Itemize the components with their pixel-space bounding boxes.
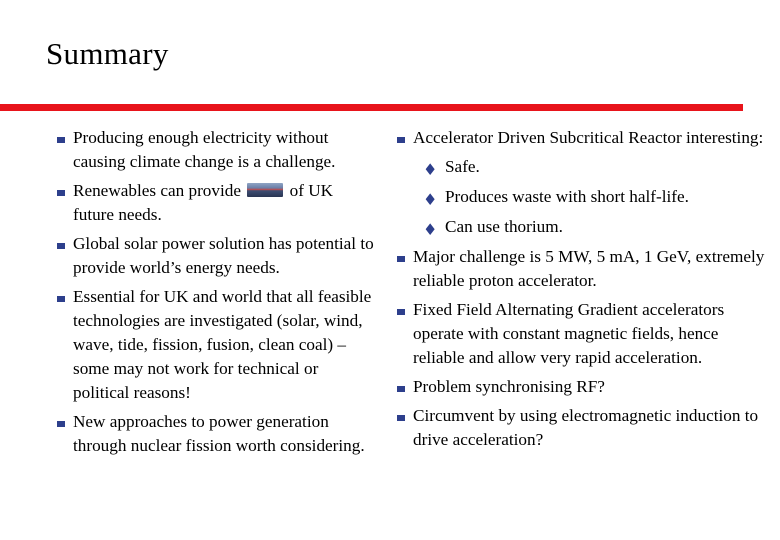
item-text: Essential for UK and world that all feasible technologies are investigated (solar, wind, wave, tide, fission, fusion, clean coal) – some may not work for technical or political reasons!: [73, 287, 372, 402]
list-item: [46, 285, 378, 405]
diamond-bullet-icon: ♦: [423, 220, 438, 239]
list-item: [386, 298, 774, 370]
item-text-after: of UK future needs.: [73, 181, 334, 224]
list-item: [46, 232, 378, 280]
landscape-thumbnail-image: [247, 183, 283, 197]
list-item: [386, 375, 774, 399]
left-column: [46, 126, 378, 463]
sub-item-text: Produces waste with short half-life.: [445, 187, 689, 206]
page-title: Summary: [46, 36, 169, 71]
square-bullet-icon: [397, 137, 405, 143]
item-text: Fixed Field Alternating Gradient accelerators operate with constant magnetic fields, hence reliable and allow very rapid acceleration.: [413, 300, 725, 367]
square-bullet-icon: [397, 415, 405, 421]
right-column: [386, 126, 774, 457]
sub-list-item: [413, 155, 774, 179]
sub-item-text: Safe.: [445, 157, 480, 176]
item-text: Major challenge is 5 MW, 5 mA, 1 GeV, extremely reliable proton accelerator.: [413, 247, 765, 290]
square-bullet-icon: [397, 309, 405, 315]
item-text-before: Renewables can provide: [73, 181, 241, 200]
item-text: Accelerator Driven Subcritical Reactor interesting:: [413, 128, 764, 147]
square-bullet-icon: [57, 243, 65, 249]
list-item: [46, 410, 378, 458]
diamond-bullet-icon: ♦: [423, 160, 438, 179]
sub-list: [413, 155, 774, 239]
list-item: [46, 179, 378, 227]
list-item: [386, 245, 774, 293]
square-bullet-icon: [57, 190, 65, 196]
item-text: Global solar power solution has potential to provide world’s energy needs.: [73, 234, 374, 277]
list-item: [386, 126, 774, 239]
square-bullet-icon: [57, 421, 65, 427]
square-bullet-icon: [57, 137, 65, 143]
item-text: Problem synchronising RF?: [413, 377, 605, 396]
list-item: [46, 126, 378, 174]
square-bullet-icon: [397, 256, 405, 262]
diamond-bullet-icon: ♦: [423, 190, 438, 209]
item-text: New approaches to power generation through nuclear fission worth considering.: [73, 412, 365, 455]
sub-list-item: [413, 215, 774, 239]
square-bullet-icon: [397, 386, 405, 392]
item-text: Circumvent by using electromagnetic induction to drive acceleration?: [413, 406, 759, 449]
title-divider: [0, 104, 743, 111]
item-text: Producing enough electricity without causing climate change is a challenge.: [73, 128, 336, 171]
sub-item-text: Can use thorium.: [445, 217, 563, 236]
sub-list-item: [413, 185, 774, 209]
list-item: [386, 404, 774, 452]
square-bullet-icon: [57, 296, 65, 302]
